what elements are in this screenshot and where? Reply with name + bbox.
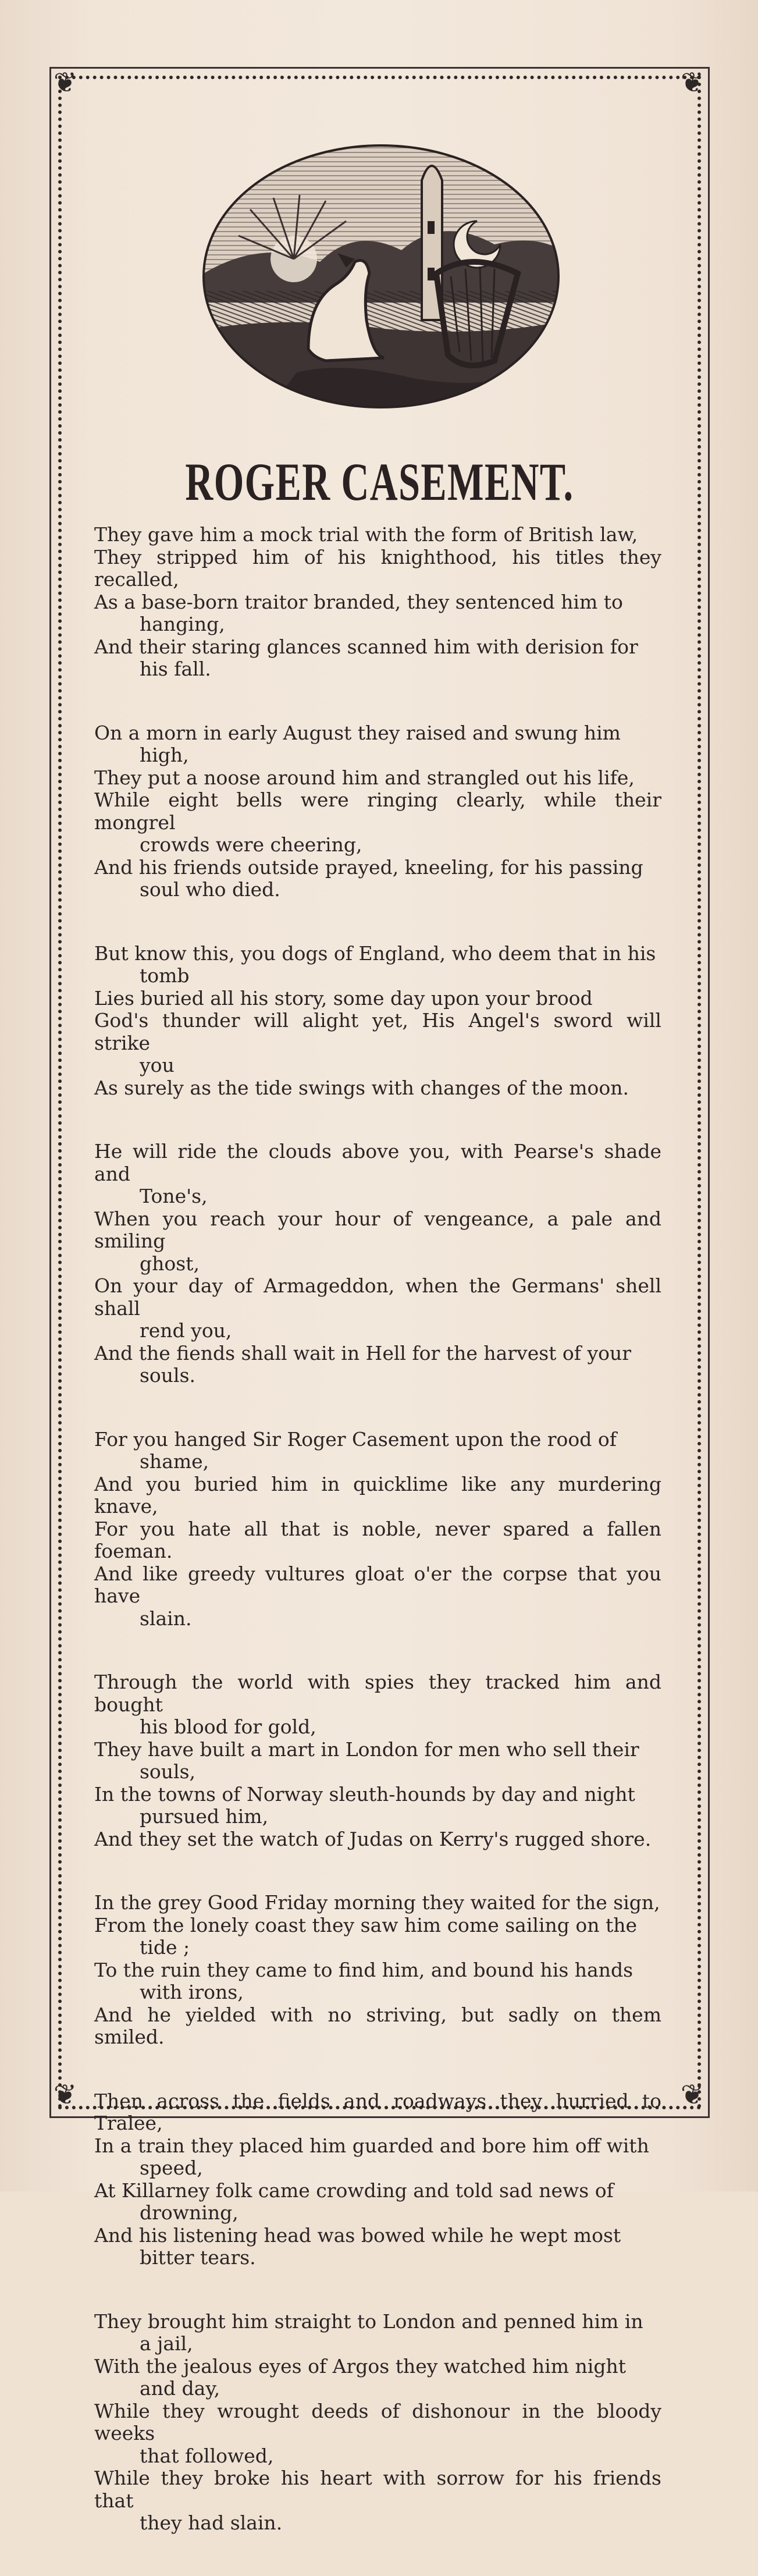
line-text: In a train they placed him guarded and bore him off with	[94, 2134, 649, 2157]
line-continuation: his blood for gold,	[140, 1715, 316, 1738]
page-title: ROGER CASEMENT.	[185, 452, 574, 511]
poem-line	[94, 1010, 661, 1077]
poem-line	[94, 2004, 661, 2049]
stanza	[94, 1429, 661, 1630]
line-continuation: high,	[140, 744, 189, 766]
corner-ornament-icon: ❦	[680, 2078, 704, 2111]
poem-line	[94, 2311, 661, 2355]
poem-line	[94, 1671, 661, 1739]
line-continuation: pursued him,	[140, 1805, 269, 1828]
poem-line	[94, 722, 661, 767]
line-text: On your day of Armageddon, when the Germans' shell shall	[94, 1274, 661, 1320]
poem-line	[94, 1342, 661, 1387]
stanza	[94, 1140, 661, 1387]
line-text: They brought him straight to London and penned him in	[94, 2309, 643, 2333]
poem-line	[94, 1828, 661, 1851]
line-text: With the jealous eyes of Argos they watched him night	[94, 2354, 626, 2378]
line-text: And the fiends shall wait in Hell for the harvest of your	[94, 1341, 632, 1365]
stanza	[94, 1671, 661, 1850]
poem-line	[94, 2225, 661, 2269]
line-continuation: drowning,	[140, 2201, 239, 2224]
line-continuation: tide ;	[140, 1936, 190, 1959]
poem-body	[94, 524, 661, 2576]
poem-line	[94, 1892, 661, 1914]
line-text: Through the world with spies they tracked him and bought	[94, 1671, 661, 1716]
line-continuation: with irons,	[140, 1981, 244, 2003]
line-continuation: souls.	[140, 1364, 196, 1387]
corner-ornament-icon: ❦	[53, 2078, 77, 2111]
poem-line	[94, 1959, 661, 2004]
poem-line	[94, 636, 661, 681]
poem-line	[94, 2467, 661, 2535]
line-text: And like greedy vultures gloat o'er the corpse that you have	[94, 1562, 661, 1607]
poem-line	[94, 1914, 661, 1959]
line-text: They gave him a mock trial with the form of British law,	[94, 523, 638, 546]
poem-line	[94, 857, 661, 901]
line-text: As surely as the tide swings with changes of the moon.	[94, 1076, 629, 1099]
line-continuation: ghost,	[140, 1252, 200, 1275]
poem-line	[94, 767, 661, 790]
poem-line	[94, 2180, 661, 2225]
line-continuation: slain.	[140, 1607, 192, 1630]
stanza	[94, 943, 661, 1100]
line-continuation: they had slain.	[140, 2511, 283, 2534]
line-continuation: that followed,	[140, 2444, 274, 2467]
line-text: And his friends outside prayed, kneeling, for his passing	[94, 855, 643, 879]
corner-ornament-icon: ❦	[680, 66, 704, 99]
line-text: From the lonely coast they saw him come sailing on the	[94, 1913, 638, 1937]
line-text: On a morn in early August they raised and swung him	[94, 721, 621, 744]
line-text: Then across the fields and roadways they hurried to Tralee,	[94, 2089, 661, 2134]
poem-line	[94, 987, 661, 1010]
line-text: They put a noose around him and strangled out his life,	[94, 766, 635, 789]
poem-line	[94, 2355, 661, 2400]
line-continuation: souls,	[140, 1760, 196, 1783]
poem-line	[94, 1077, 661, 1100]
line-continuation: crowds were cheering,	[140, 833, 362, 856]
poem-line	[94, 524, 661, 546]
poem-line	[94, 1783, 661, 1828]
poem-line	[94, 1739, 661, 1783]
poem-line	[94, 1208, 661, 1275]
line-continuation: tomb	[140, 964, 190, 987]
line-continuation: bitter tears.	[140, 2246, 256, 2269]
poem-line	[94, 546, 661, 591]
poem-line	[94, 2400, 661, 2468]
line-text: He will ride the clouds above you, with Pearse's shade and	[94, 1140, 661, 1185]
line-continuation: and day,	[140, 2377, 220, 2400]
line-continuation: soul who died.	[140, 878, 280, 901]
line-text: When you reach your hour of vengeance, a pale and smiling	[94, 1207, 661, 1252]
line-text: And he yielded with no striving, but sadly on them smiled.	[94, 2003, 661, 2048]
line-text: While they wrought deeds of dishonour in the bloody weeks	[94, 2399, 661, 2444]
line-text: But know this, you dogs of England, who deem that in his	[94, 941, 656, 965]
poem-line	[94, 2090, 661, 2135]
stanza	[94, 2311, 661, 2535]
line-text: They stripped him of his knighthood, his titles they recalled,	[94, 545, 661, 591]
poem-line	[94, 1563, 661, 1630]
stanza	[94, 2090, 661, 2269]
line-text: While they broke his heart with sorrow for his friends that	[94, 2467, 661, 2512]
line-continuation: hanging,	[140, 613, 225, 635]
engraving-wolfhound-harp-round-tower-icon	[192, 128, 570, 419]
line-text: And you buried him in quicklime like any murdering knave,	[94, 1472, 661, 1518]
line-continuation: speed,	[140, 2156, 203, 2179]
line-text: And his listening head was bowed while he wept most	[94, 2223, 621, 2247]
line-text: While eight bells were ringing clearly, while their mongrel	[94, 788, 661, 834]
poem-line	[94, 789, 661, 857]
line-text: At Killarney folk came crowding and told sad news of	[94, 2179, 614, 2202]
line-text: God's thunder will alight yet, His Angel's sword will strike	[94, 1009, 661, 1054]
line-text: And they set the watch of Judas on Kerry's rugged shore.	[94, 1827, 652, 1850]
line-continuation: his fall.	[140, 658, 211, 680]
line-text: They have built a mart in London for men who sell their	[94, 1738, 639, 1761]
poem-line	[94, 1140, 661, 1208]
line-continuation: rend you,	[140, 1319, 232, 1342]
line-text: For you hate all that is noble, never spared a fallen foeman.	[94, 1517, 661, 1562]
corner-ornament-icon: ❦	[53, 66, 77, 99]
stanza	[94, 722, 661, 901]
line-text: In the grey Good Friday morning they waited for the sign,	[94, 1891, 660, 1914]
line-text: As a base-born traitor branded, they sentenced him to	[94, 590, 623, 613]
poem-line	[94, 1429, 661, 1473]
line-text: And their staring glances scanned him with derision for	[94, 635, 638, 658]
poem-line	[94, 591, 661, 636]
line-text: For you hanged Sir Roger Casement upon the rood of	[94, 1427, 617, 1451]
poem-line	[94, 1518, 661, 1563]
line-text: To the ruin they came to find him, and bound his hands	[94, 1958, 634, 1981]
line-continuation: you	[140, 1054, 175, 1076]
line-text: In the towns of Norway sleuth-hounds by day and night	[94, 1782, 635, 1806]
poem-line	[94, 943, 661, 987]
line-continuation: shame,	[140, 1450, 209, 1473]
poem-line	[94, 1275, 661, 1342]
stanza	[94, 524, 661, 681]
line-text: Lies buried all his story, some day upon your brood	[94, 986, 593, 1010]
stanza	[94, 1892, 661, 2049]
poem-line	[94, 1473, 661, 1518]
line-continuation: a jail,	[140, 2332, 193, 2355]
poem-line	[94, 2135, 661, 2180]
line-continuation: Tone's,	[140, 1185, 208, 1207]
